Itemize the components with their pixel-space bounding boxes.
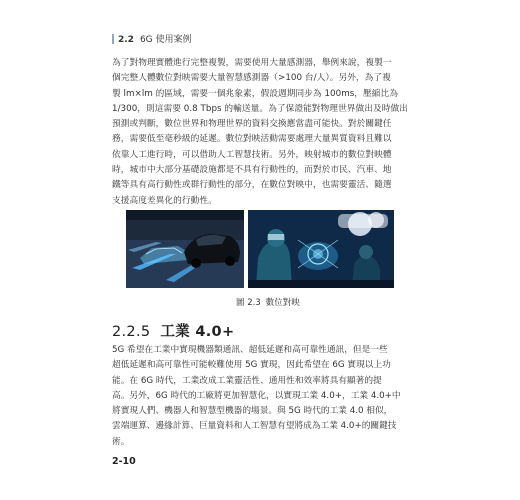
paragraph-line: 依靠人工進行時，可以借助人工智慧技術。另外，映射城市的數位對映體 <box>112 149 392 160</box>
car-digital-twin-image <box>126 210 244 288</box>
header-accent-bar <box>112 34 114 44</box>
header-section-title: 6G 使用案例 <box>139 35 192 45</box>
paragraph-line: 將實現人們、機器人和智慧型機器的場景。與 5G 時代的工業 4.0 相似， <box>112 406 393 417</box>
paragraph-line: 個完整人體數位對映需要大量智慧感測器（>100 台/人）。另外，為了複 <box>112 73 391 84</box>
figure-label: 圖 2.3 <box>236 298 261 308</box>
paragraph-line: 高。另外，6G 時代的工廠將更加智慧化，以實現工業 4.0+，工業 4.0+中 <box>112 390 401 401</box>
figure-digital-twin <box>126 210 394 288</box>
section-heading <box>112 320 234 341</box>
paragraph-line: 雲端運算、邊緣計算、巨量資料和人工智慧有望將成為工業 4.0+的關鍵技 <box>112 421 397 432</box>
surgery-digital-twin-image <box>248 210 394 288</box>
body-paragraph-1 <box>112 56 408 209</box>
body-paragraph-2 <box>112 343 404 450</box>
paragraph-line: 預測或判斷，數位世界和物理世界的資料交換應當盡可能快。對於關鍵任 <box>112 119 392 130</box>
section-title: 工業 4.0+ <box>160 324 235 340</box>
page-number: 2-10 <box>112 456 136 467</box>
paragraph-line: 支援高度差異化的行動性。 <box>112 195 217 206</box>
paragraph-line: 鐵等具有高行動性或群行動性的部分，在數位對映中，也需要靈活、隨選 <box>112 180 392 191</box>
paragraph-line: 為了對物理實體進行完整複製，需要使用大量感測器，舉例來說，複製一 <box>112 58 392 68</box>
figure-caption <box>236 296 300 308</box>
paragraph-line: 超低延遲和高可靠性可能較難使用 5G 實現，因此希望在 6G 實現以上功 <box>112 360 391 371</box>
figure-caption-text: 數位對映 <box>265 298 300 308</box>
paragraph-line: 務，需要低至毫秒級的延遲。數位對映活動需要處理大量異質資料且難以 <box>112 134 392 145</box>
header-section-number: 2.2 <box>118 35 134 45</box>
paragraph-line: 5G 希望在工業中實現機器類通訊、超低延遲和高可靠性通訊，但是一些 <box>112 345 388 355</box>
paragraph-line: 術。 <box>112 436 130 447</box>
running-header <box>118 32 192 45</box>
paragraph-line: 製 lm×lm 的區域，需要一個兆象素，假設週期同步為 100ms，壓縮比為 <box>112 88 398 99</box>
paragraph-line: 1/300，則這需要 0.8 Tbps 的輸送量。為了保證能對物理世界做出及時做出 <box>112 103 408 114</box>
section-number: 2.2.5 <box>112 324 151 340</box>
paragraph-line: 能。在 6G 時代，工業改成工業靈活性、通用性和效率將具有顯著的提 <box>112 375 382 386</box>
paragraph-line: 時，城市中大部分基礎設施都是不具有行動性的，而對於市民、汽車、地 <box>112 165 392 176</box>
